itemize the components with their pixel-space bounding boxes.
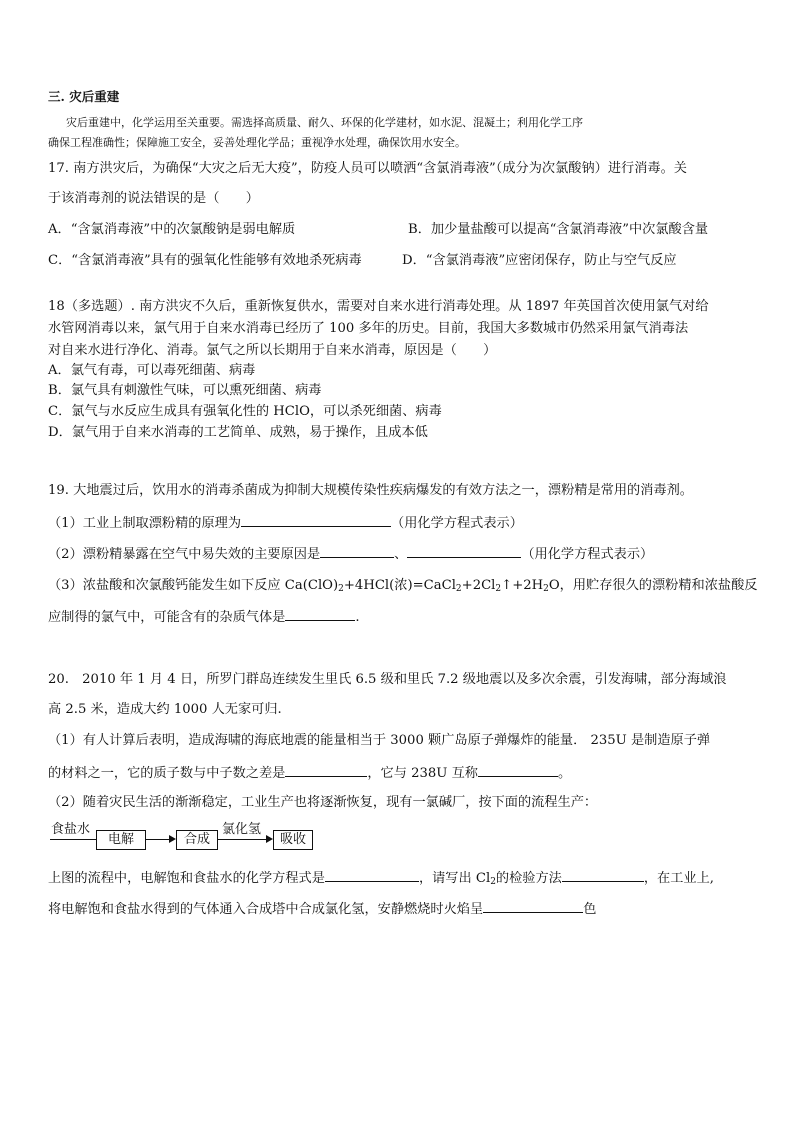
q20-part-2-line-2 xyxy=(48,868,714,888)
flow-arrow-1-line xyxy=(145,839,169,840)
q17-stem-line-2: 于该消毒剂的说法错误的是（ ） xyxy=(48,191,259,206)
q19-part-2-suffix: （用化学方程式表示） xyxy=(521,547,654,562)
q20-stem-line-1: 20. 2010 年 1 月 4 日，所罗门群岛连续发生里氏 6.5 级和里氏 7.2 级地震以及多次余震，引发海啸，部分海域浪 xyxy=(48,672,727,687)
flow-box-electrolysis: 电解 xyxy=(96,830,146,850)
q19-part-2-prefix: （2）漂粉精暴露在空气中易失效的主要原因是 xyxy=(48,547,321,562)
q18-option-a[interactable]: A．氯气有毒，可以毒死细菌、病毒 xyxy=(48,363,256,378)
flow-box-absorption: 吸收 xyxy=(273,830,313,850)
q19-part-3-line-2-prefix: 应制得的氯气中，可能含有的杂质气体是 xyxy=(48,610,286,625)
flow-box-synthesis: 合成 xyxy=(176,830,218,850)
q19-part-3-equation-2: +2Cl xyxy=(461,578,496,593)
q20-part-2-line-1: （2）随着灾民生活的渐渐稳定，工业生产也将逐渐恢复，现有一氯碱厂，按下面的流程生产： xyxy=(48,795,598,810)
q19-part-3-answer-blank[interactable] xyxy=(285,607,355,621)
q20-part-2-answer-blank-3[interactable] xyxy=(483,899,583,913)
q18-stem-line-2: 水管网消毒以来，氯气用于自来水消毒已经历了 100 多年的历史。目前，我国大多数城市仍然采用氯气消毒法 xyxy=(48,321,689,336)
flow-input-label: 食盐水 xyxy=(51,822,91,837)
q20-part-1-line-2 xyxy=(48,763,571,783)
q20-part-2-answer-blank-1[interactable] xyxy=(325,868,419,882)
q19-stem: 19. 大地震过后，饮用水的消毒杀菌成为抑制大规模传染性疾病爆发的有效方法之一，漂粉精是常用的消毒剂。 xyxy=(48,483,693,498)
q20-part-2-line-3 xyxy=(48,899,596,919)
q19-part-2-answer-blank-2[interactable] xyxy=(407,544,521,558)
q20-part-1-line-1: （1）有人计算后表明，造成海啸的海底地震的能量相当于 3000 颗广岛原子弹爆炸的能量． 235U 是制造原子弹 xyxy=(48,733,711,748)
flow-arrow-1-head xyxy=(169,835,176,843)
q20-part-2-cl2-sub: 2 xyxy=(490,877,496,887)
q17-option-b[interactable]: B．加少量盐酸可以提高“含氯消毒液”中次氯酸含量 xyxy=(408,222,709,237)
q17-option-c[interactable]: C．“含氯消毒液”具有的强氧化性能够有效地杀死病毒 xyxy=(48,253,362,268)
section-intro-line-1: 灾后重建中，化学运用至关重要。需选择高质量、耐久、环保的化学建材，如水泥、混凝土；利用化学工序 xyxy=(66,116,583,129)
q19-part-3-sub-1: 2 xyxy=(338,584,344,594)
q18-option-d[interactable]: D．氯气用于自来水消毒的工艺简单、成熟，易于操作，且成本低 xyxy=(48,425,428,440)
q19-part-1-answer-blank[interactable] xyxy=(241,513,391,527)
q19-part-3-equation-1: +4HCl(浓)=CaCl xyxy=(343,578,456,593)
flow-hcl-label: 氯化氢 xyxy=(222,822,262,837)
q19-part-3-sub-3: 2 xyxy=(495,584,502,594)
q18-stem-line-3: 对自来水进行净化、消毒。氯气之所以长期用于自来水消毒，原因是（ ） xyxy=(48,343,497,358)
q20-part-1-answer-blank-2[interactable] xyxy=(478,763,558,777)
q20-part-1-line-2-mid: ，它与 238U 互称 xyxy=(367,766,478,781)
flow-arrow-2-head xyxy=(266,835,273,843)
q19-part-2 xyxy=(48,544,653,564)
q19-part-3-sub-4: 2 xyxy=(543,584,549,594)
q19-part-1 xyxy=(48,513,523,533)
q17-stem-line-1: 17. 南方洪灾后，为确保“大灾之后无大疫”，防疫人员可以喷洒“含氯消毒液”（成分为次氯酸钠）进行消毒。关 xyxy=(48,161,687,176)
q19-part-1-prefix: （1）工业上制取漂粉精的原理为 xyxy=(48,516,242,531)
q20-part-1-line-2-suffix: 。 xyxy=(557,766,572,781)
q19-part-3-equation-3: ↑+2H xyxy=(501,578,544,593)
q20-part-2-line-2-mid-2: 的检验方法 xyxy=(495,871,562,886)
q20-part-1-line-2-prefix: 的材料之一，它的质子数与中子数之差是 xyxy=(48,766,286,781)
q19-part-2-answer-blank-1[interactable] xyxy=(320,544,394,558)
q19-part-3-suffix: O，用贮存很久的漂粉精和浓盐酸反 xyxy=(548,578,758,593)
section-intro-line-2: 确保工程准确性；保障施工安全，妥善处理化学品；重视净水处理，确保饮用水安全。 xyxy=(48,136,466,149)
q18-option-b[interactable]: B．氯气具有刺激性气味，可以熏死细菌、病毒 xyxy=(48,383,322,398)
q20-part-2-line-3-suffix: 色 xyxy=(583,902,597,917)
q20-part-2-line-2-mid-1: ，请写出 Cl xyxy=(418,871,491,886)
q20-part-2-line-2-prefix: 上图的流程中，电解饱和食盐水的化学方程式是 xyxy=(48,871,325,886)
q19-part-1-suffix: （用化学方程式表示） xyxy=(391,516,523,531)
q20-part-2-line-2-suffix: ，在工业上, xyxy=(643,871,714,886)
q20-part-2-line-3-prefix: 将电解饱和食盐水得到的气体通入合成塔中合成氯化氢，安静燃烧时火焰呈 xyxy=(48,902,484,917)
q18-stem-line-1: 18（多选题）. 南方洪灾不久后，重新恢复供水，需要对自来水进行消毒处理。从 1897 年英国首次使用氯气对给 xyxy=(48,299,709,314)
q19-part-3-line-2-suffix: . xyxy=(355,610,360,625)
q20-part-1-answer-blank-1[interactable] xyxy=(285,763,367,777)
q17-option-a[interactable]: A．“含氯消毒液”中的次氯酸钠是弱电解质 xyxy=(48,222,296,237)
q17-option-d[interactable]: D．“含氯消毒液”应密闭保存，防止与空气反应 xyxy=(402,253,677,268)
q19-part-3-line-1 xyxy=(48,577,758,595)
flow-input-line xyxy=(50,839,96,840)
q20-stem-line-2: 高 2.5 米，造成大约 1000 人无家可归. xyxy=(48,702,282,717)
q18-option-c[interactable]: C．氯气与水反应生成具有强氧化性的 HClO，可以杀死细菌、病毒 xyxy=(48,404,442,419)
q19-part-2-separator: 、 xyxy=(394,547,408,562)
q19-part-3-sub-2: 2 xyxy=(455,584,462,594)
flow-arrow-2-line xyxy=(217,839,267,840)
q20-part-2-answer-blank-2[interactable] xyxy=(562,868,644,882)
section-title: 三. 灾后重建 xyxy=(48,89,120,104)
q19-part-3-prefix: （3）浓盐酸和次氯酸钙能发生如下反应 Ca(ClO) xyxy=(48,578,339,593)
q19-part-3-line-2 xyxy=(48,607,360,627)
